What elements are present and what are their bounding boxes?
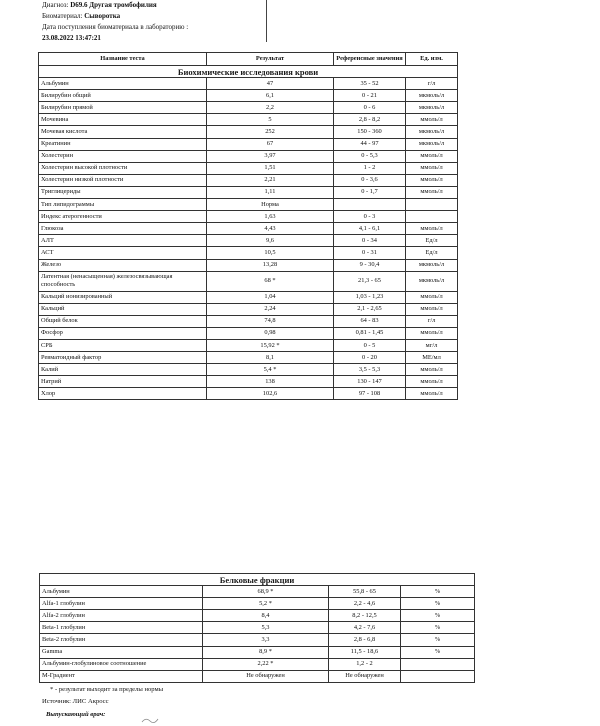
table-row [39, 247, 458, 259]
table-header-row [39, 53, 458, 66]
unit: Ед/л [406, 247, 458, 259]
result-value: Не обнаружен [203, 670, 329, 682]
table-row [39, 388, 458, 400]
table-row [39, 339, 458, 351]
test-name: Alfa-2 глобулин [40, 610, 203, 622]
test-name: Альбумин [39, 78, 207, 90]
table-row [39, 162, 458, 174]
table-row [39, 126, 458, 138]
unit [406, 199, 458, 211]
source-line: Источник: ЛИС Акросс [42, 698, 109, 705]
unit: ммоль/л [406, 388, 458, 400]
biochemistry-table [38, 52, 458, 400]
test-name: Тип липидограммы [39, 199, 207, 211]
table-row [40, 610, 475, 622]
reference-range: 0 - 5,3 [334, 150, 406, 162]
result-value: 10,5 [207, 247, 334, 259]
test-name: М-Градиент [40, 670, 203, 682]
unit: ммоль/л [406, 162, 458, 174]
reference-range: 2,1 - 2,65 [334, 303, 406, 315]
unit: ммоль/л [406, 364, 458, 376]
unit: мкмоль/л [406, 126, 458, 138]
test-name: Калий [39, 364, 207, 376]
result-value: 1,11 [207, 186, 334, 198]
result-value: 8,1 [207, 352, 334, 364]
test-name: АЛТ [39, 235, 207, 247]
section-title-row [39, 66, 458, 78]
column-header-result: Результат [207, 53, 334, 66]
unit: ммоль/л [406, 376, 458, 388]
date-label: Дата поступления биоматериала в лабораторию : [42, 23, 189, 31]
test-name: Билирубин прямой [39, 102, 207, 114]
unit: мкмоль/л [406, 90, 458, 102]
unit: % [401, 586, 475, 598]
reference-range: 0 - 5 [334, 339, 406, 351]
table-row [39, 186, 458, 198]
result-value: Норма [207, 199, 334, 211]
diagnosis-label: Диагноз: [42, 1, 69, 9]
result-value: 68 * [207, 271, 334, 291]
table-row [40, 634, 475, 646]
reference-range: 0 - 1,7 [334, 186, 406, 198]
table-row [39, 303, 458, 315]
unit: Ед/л [406, 235, 458, 247]
column-header-reference: Референсные значения [334, 53, 406, 66]
test-name: Кальций ионизированный [39, 291, 207, 303]
table-row [40, 646, 475, 658]
biomaterial-line [42, 11, 266, 22]
protein-section-title: Белковые фракции [40, 574, 475, 586]
result-value: 5,3 [203, 622, 329, 634]
table-row [39, 291, 458, 303]
protein-fractions-table [39, 573, 475, 683]
unit: % [401, 622, 475, 634]
result-value: 8,9 * [203, 646, 329, 658]
reference-range: 4,2 - 7,6 [329, 622, 401, 634]
diagnosis-value: D69.6 Другая тромбофилия [70, 1, 157, 9]
diagnosis-line [42, 0, 266, 11]
result-value: 5,2 * [203, 598, 329, 610]
test-name: Мочевина [39, 114, 207, 126]
reference-range: 11,5 - 18,6 [329, 646, 401, 658]
reference-range: 2,8 - 6,8 [329, 634, 401, 646]
test-name: Креатинин [39, 138, 207, 150]
reference-range [334, 199, 406, 211]
reference-range: 21,3 - 65 [334, 271, 406, 291]
test-name: Мочевая кислота [39, 126, 207, 138]
test-name: Холестерин [39, 150, 207, 162]
biomaterial-value: Сыворотка [84, 12, 121, 20]
unit [406, 211, 458, 223]
table-row [40, 598, 475, 610]
result-value: 0,98 [207, 327, 334, 339]
reference-range: 3,5 - 5,3 [334, 364, 406, 376]
unit: г/л [406, 315, 458, 327]
date-value: 23.08.2022 13:47:21 [42, 34, 101, 42]
biomaterial-label: Биоматериал: [42, 12, 83, 20]
unit: ммоль/л [406, 114, 458, 126]
result-value: 3,3 [203, 634, 329, 646]
test-name: Beta-1 глобулин [40, 622, 203, 634]
unit: % [401, 634, 475, 646]
test-name: Глюкоза [39, 223, 207, 235]
reference-range: 0 - 6 [334, 102, 406, 114]
unit: ммоль/л [406, 327, 458, 339]
doctor-label: Выпускающий врач: [46, 711, 106, 718]
signature-mark [140, 716, 160, 724]
table-row [39, 235, 458, 247]
table-row [39, 211, 458, 223]
table-row [39, 78, 458, 90]
reference-range: 64 - 83 [334, 315, 406, 327]
header-divider [266, 0, 267, 42]
reference-range: 150 - 360 [334, 126, 406, 138]
reference-range: 35 - 52 [334, 78, 406, 90]
test-name: Триглицериды [39, 186, 207, 198]
reference-range: 1,03 - 1,23 [334, 291, 406, 303]
reference-range: 97 - 108 [334, 388, 406, 400]
reference-range: 0 - 3 [334, 211, 406, 223]
result-value: 47 [207, 78, 334, 90]
reference-range: 0 - 3,6 [334, 174, 406, 186]
test-name: Beta-2 глобулин [40, 634, 203, 646]
test-name: Альбумин-глобулиновое соотношение [40, 658, 203, 670]
result-value: 2,22 * [203, 658, 329, 670]
test-name: Кальций [39, 303, 207, 315]
table-row [40, 622, 475, 634]
unit: МЕ/мл [406, 352, 458, 364]
table-row [39, 114, 458, 126]
table-row [39, 327, 458, 339]
test-name: Альбумин [40, 586, 203, 598]
unit: ммоль/л [406, 150, 458, 162]
test-name: СРБ [39, 339, 207, 351]
test-name: Хлор [39, 388, 207, 400]
unit: мкмоль/л [406, 259, 458, 271]
test-name: Железо [39, 259, 207, 271]
result-value: 8,4 [203, 610, 329, 622]
result-value: 102,6 [207, 388, 334, 400]
unit: г/л [406, 78, 458, 90]
unit: ммоль/л [406, 186, 458, 198]
result-value: 1,63 [207, 211, 334, 223]
result-value: 13,28 [207, 259, 334, 271]
reference-range: 44 - 97 [334, 138, 406, 150]
result-value: 1,51 [207, 162, 334, 174]
result-value: 68,9 * [203, 586, 329, 598]
result-value: 2,2 [207, 102, 334, 114]
protein-title-row [40, 574, 475, 586]
table-row [39, 199, 458, 211]
test-name: Натрий [39, 376, 207, 388]
test-name: Холестерин высокой плотности [39, 162, 207, 174]
result-value: 9,6 [207, 235, 334, 247]
test-name: Ревматоидный фактор [39, 352, 207, 364]
reference-range: 0,81 - 1,45 [334, 327, 406, 339]
reference-range: 2,2 - 4,6 [329, 598, 401, 610]
result-value: 2,21 [207, 174, 334, 186]
test-name: Alfa-1 глобулин [40, 598, 203, 610]
column-header-test: Название теста [39, 53, 207, 66]
table-row [39, 315, 458, 327]
unit: % [401, 610, 475, 622]
result-value: 138 [207, 376, 334, 388]
result-value: 5,4 * [207, 364, 334, 376]
result-value: 5 [207, 114, 334, 126]
footnote: * - результат выходит за пределы нормы [50, 686, 164, 693]
table-row [39, 138, 458, 150]
test-name: Билирубин общий [39, 90, 207, 102]
unit: ммоль/л [406, 303, 458, 315]
result-value: 4,43 [207, 223, 334, 235]
unit: ммоль/л [406, 291, 458, 303]
table-row [39, 150, 458, 162]
table-row [39, 223, 458, 235]
unit: ммоль/л [406, 223, 458, 235]
result-value: 67 [207, 138, 334, 150]
table-row [40, 586, 475, 598]
result-value: 74,8 [207, 315, 334, 327]
reference-range: 8,2 - 12,5 [329, 610, 401, 622]
test-name: Холестерин низкой плотности [39, 174, 207, 186]
reference-range: 130 - 147 [334, 376, 406, 388]
reference-range: 1 - 2 [334, 162, 406, 174]
table-row [39, 174, 458, 186]
table-row [40, 658, 475, 670]
test-name: Фосфор [39, 327, 207, 339]
unit: % [401, 598, 475, 610]
table-row [39, 102, 458, 114]
test-name: Gamma [40, 646, 203, 658]
table-row [39, 376, 458, 388]
unit: ммоль/л [406, 174, 458, 186]
result-value: 3,97 [207, 150, 334, 162]
reference-range: 9 - 30,4 [334, 259, 406, 271]
reference-range: 0 - 31 [334, 247, 406, 259]
reference-range: 2,8 - 8,2 [334, 114, 406, 126]
reference-range: 4,1 - 6,1 [334, 223, 406, 235]
result-value: 15,92 * [207, 339, 334, 351]
reference-range: 55,8 - 65 [329, 586, 401, 598]
unit: % [401, 646, 475, 658]
reference-range: 0 - 34 [334, 235, 406, 247]
report-header [42, 0, 266, 44]
result-value: 2,24 [207, 303, 334, 315]
section-title: Биохимические исследования крови [39, 66, 458, 78]
unit: мкмоль/л [406, 138, 458, 150]
reference-range: 0 - 21 [334, 90, 406, 102]
table-row [39, 352, 458, 364]
unit: мкмоль/л [406, 102, 458, 114]
result-value: 1,04 [207, 291, 334, 303]
unit: мг/л [406, 339, 458, 351]
unit [401, 658, 475, 670]
test-name: Латентная (ненасыщенная) железосвязывающая способность [39, 271, 207, 291]
result-value: 6,1 [207, 90, 334, 102]
reference-range: Не обнаружен [329, 670, 401, 682]
table-row [39, 90, 458, 102]
test-name: Общий белок [39, 315, 207, 327]
table-row [39, 259, 458, 271]
test-name: АСТ [39, 247, 207, 259]
reference-range: 1,2 - 2 [329, 658, 401, 670]
reference-range: 0 - 20 [334, 352, 406, 364]
test-name: Индекс атерогенности [39, 211, 207, 223]
table-row [39, 271, 458, 291]
table-row [40, 670, 475, 682]
unit: мкмоль/л [406, 271, 458, 291]
result-value: 252 [207, 126, 334, 138]
table-row [39, 364, 458, 376]
unit [401, 670, 475, 682]
column-header-unit: Ед. изм. [406, 53, 458, 66]
